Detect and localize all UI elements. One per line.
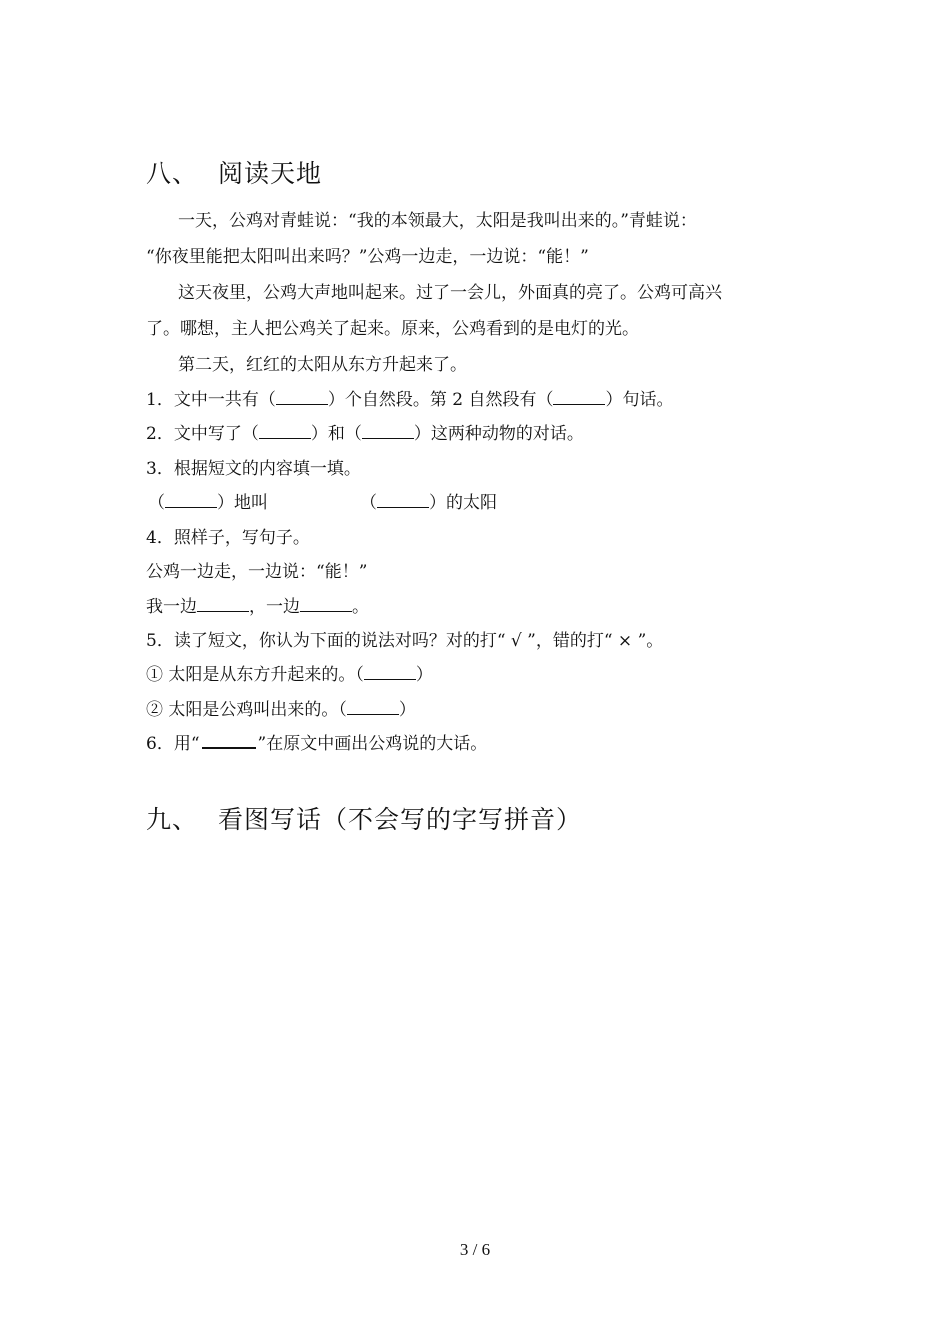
q3-blank-left[interactable] [165,493,217,508]
q1-text-a: 1．文中一共有（ [146,390,276,410]
q5-item-2-blank[interactable] [347,700,399,715]
section-9-heading [146,800,582,836]
q1-text-b: ）个自然段。第 2 自然段有（ [327,390,554,410]
q2-text-a: 2．文中写了（ [146,424,259,444]
q4-text-b: ，一边 [249,597,300,617]
q2-text-c: ）这两种动物的对话。 [413,424,584,444]
section-8-title: 阅读天地 [218,159,323,188]
q3-blank-right[interactable] [377,493,429,508]
section-9-title: 看图写话（不会写的字写拼音） [218,805,583,834]
page-number: 3 / 6 [459,1240,491,1259]
q5-item-2-close: ） [398,700,416,720]
q6-text-a: 6．用“ [146,734,200,754]
q4-answer-line [146,596,369,618]
q1-blank-1[interactable] [276,390,328,405]
question-2 [146,423,584,445]
q4-text-a: 我一边 [146,597,197,617]
q6-underline-sample [202,733,256,749]
q3-fill-left [148,492,268,514]
passage-p2-line1: 这天夜里，公鸡大声地叫起来。过了一会儿，外面真的亮了。公鸡可高兴 [178,283,722,303]
section-8-heading [146,154,322,190]
q1-text-c: ）句话。 [605,390,674,410]
q5-item-1-text: ① 太阳是从东方升起来的。（ [146,665,364,685]
q2-blank-2[interactable] [362,424,414,439]
question-3: 3．根据短文的内容填一填。 [146,459,361,479]
passage-p3-line1: 第二天，红红的太阳从东方升起来了。 [178,355,467,375]
q3-fill-right [360,492,497,514]
section-8-number: 八、 [146,159,199,188]
q4-example: 公鸡一边走，一边说：“能！” [146,562,368,582]
question-6 [146,733,487,755]
question-4: 4．照样子，写句子。 [146,528,310,548]
q5-item-1 [146,664,433,686]
q6-text-b: ”在原文中画出公鸡说的大话。 [257,734,488,754]
passage-p2-line2: 了。哪想，主人把公鸡关了起来。原来，公鸡看到的是电灯的光。 [146,319,639,339]
q1-blank-2[interactable] [553,390,605,405]
q2-blank-1[interactable] [259,424,311,439]
q3-right-close: ）的太阳 [429,493,497,513]
q4-text-c: 。 [352,597,369,617]
q5-item-2-text: ② 太阳是公鸡叫出来的。（ [146,700,347,720]
q2-text-b: ）和（ [310,424,362,444]
passage-p1-line2: “你夜里能把太阳叫出来吗？”公鸡一边走，一边说：“能！” [146,247,589,267]
q5-item-1-close: ） [415,665,433,685]
q5-item-2 [146,699,416,721]
q4-blank-1[interactable] [197,597,249,612]
q3-left-open: （ [148,493,165,513]
q4-blank-2[interactable] [300,597,352,612]
q3-right-open: （ [360,493,377,513]
question-5: 5．读了短文，你认为下面的说法对吗？对的打“ √ ”，错的打“ × ”。 [146,631,664,651]
q3-left-close: ）地叫 [217,493,268,513]
question-1 [146,389,673,411]
section-9-number: 九、 [146,805,199,834]
q5-item-1-blank[interactable] [364,665,416,680]
passage-p1-line1: 一天，公鸡对青蛙说：“我的本领最大，太阳是我叫出来的。”青蛙说： [178,211,697,231]
